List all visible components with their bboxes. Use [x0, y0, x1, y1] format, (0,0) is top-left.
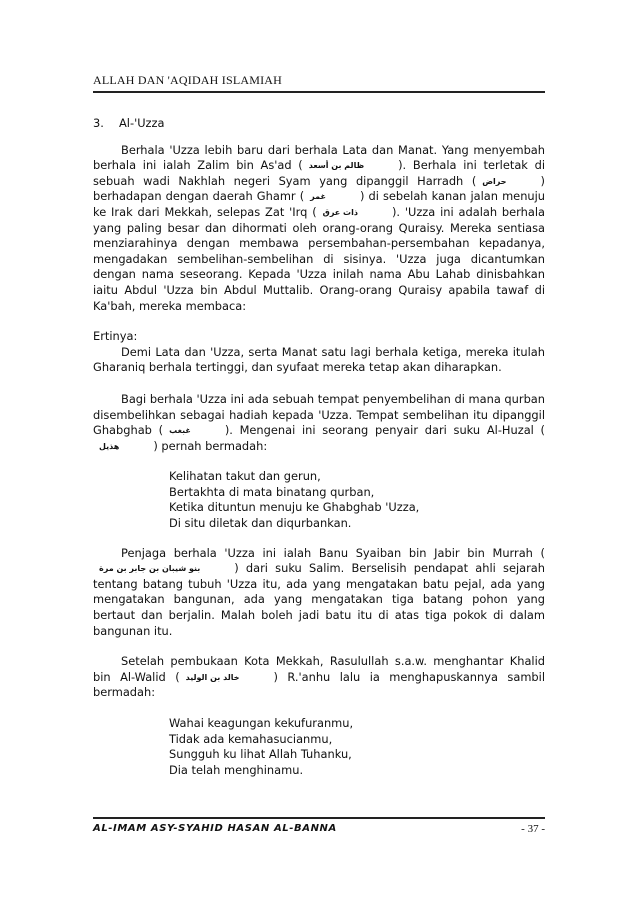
verse-block-1	[93, 469, 545, 531]
verse-line: Sungguh ku lihat Allah Tuhanku,	[169, 747, 352, 762]
paragraph-text: Penjaga berhala 'Uzza ini ialah Banu Syaiban bin Jabir bin Murrah (	[121, 545, 545, 560]
arabic-name-khalid: خالد بن الوليد	[185, 672, 240, 682]
running-header: ALLAH DAN 'AQIDAH ISLAMIAH	[93, 73, 545, 93]
paragraph-5	[93, 654, 545, 701]
paragraph-text: ). Berhala ini terletak di sebuah wadi Nakhlah negeri Syam yang dipanggil Harradh (	[93, 158, 546, 188]
section-number: 3.	[93, 116, 104, 130]
verse-line: Tidak ada kemahasucianmu,	[169, 731, 333, 746]
paragraph-text: ). 'Uzza ini adalah berhala yang paling besar dan dihormati oleh orang-orang Quraisy. Mereka sentiasa menziarahinya dengan membawa persembahan-persembahan kepadanya, mengadakan sembelihan-sembelihan di sisinya. 'Uzza juga dicantumkan dengan nama seseorang. Kepada 'Uzza inilah nama Abu Lahab dinisbahkan iaitu Abdul 'Uzza bin Abdul Muttalib. Orang-orang Quraisy apabila tawaf di Ka'bah, mereka membaca:	[93, 204, 545, 313]
ertinya-label: Ertinya:	[93, 329, 138, 344]
verse-line: Di situ diletak dan diqurbankan.	[169, 516, 352, 531]
verse-line: Ketika dituntun menuju ke Ghabghab 'Uzza,	[169, 500, 420, 515]
verse-block-2	[93, 716, 545, 778]
paragraph-4	[93, 546, 545, 640]
paragraph-text: ) berhadapan dengan daerah Ghamr (	[93, 173, 545, 204]
paragraph-text: Bagi berhala 'Uzza ini ada sebuah tempat penyembelihan di mana qurban disembelihkan sebagai hadiah kepada 'Uzza. Tempat sembelihan itu dipanggil Ghabghab (	[93, 391, 545, 438]
page-number: - 37 -	[521, 823, 545, 835]
paragraph-text: Berhala 'Uzza lebih baru dari berhala Lata dan Manat. Yang menyembah berhala ini ialah Zalim bin As'ad (	[93, 142, 545, 173]
section-title: Al-'Uzza	[119, 116, 165, 130]
arabic-name-huzal: هذيل	[99, 441, 120, 451]
arabic-name-harradh: حراض	[482, 176, 507, 186]
page-footer	[93, 817, 545, 834]
verse-line: Kelihatan takut dan gerun,	[169, 469, 321, 484]
footer-author: AL-IMAM ASY-SYAHID HASAN AL-BANNA	[93, 823, 337, 834]
paragraph-2: Demi Lata dan 'Uzza, serta Manat satu lagi berhala ketiga, mereka itulah Gharaniq berhala tertinggi, dan syufaat mereka tetap akan diharapkan.	[93, 344, 545, 375]
page-body	[93, 116, 545, 792]
arabic-name-ghamr: غمر	[310, 192, 326, 202]
verse-line: Dia telah menghinamu.	[169, 762, 304, 777]
paragraph-text: ) dari suku Salim. Berselisih pendapat ahli sejarah tentang batang tubuh 'Uzza itu, ada yang mengatakan batu pejal, ada yang mengatakan bangunan, ada yang mengatakan tiga batang pohon yang bertaut dan berjalin. Malah boleh jadi batu itu di atas tiga pokok di dalam bangunan itu.	[93, 561, 545, 638]
arabic-name-syaiban: بنو شيبان بن جابر بن مرة	[99, 564, 201, 574]
paragraph-1	[93, 143, 545, 315]
arabic-name-ghabghab: غبغب	[169, 426, 191, 436]
paragraph-text: ). Mengenai ini seorang penyair dari suku Al-Huzal (	[224, 423, 546, 438]
paragraph-text: ) di sebelah kanan jalan menuju ke Irak dari Mekkah, selepas Zat 'Irq (	[93, 189, 546, 219]
verse-line: Bertakhta di mata binatang qurban,	[169, 484, 375, 499]
section-heading	[93, 116, 545, 132]
paragraph-text: ) R.'anhu lalu ia menghapuskannya sambil bermadah:	[93, 669, 545, 700]
paragraph-text: Setelah pembukaan Kota Mekkah, Rasulullah s.a.w. menghantar Khalid bin Al-Walid (	[93, 654, 545, 684]
paragraph-text: ) pernah bermadah:	[153, 438, 268, 453]
arabic-name-irq: ذات عرق	[322, 207, 358, 217]
verse-line: Wahai keagungan kekufuranmu,	[169, 716, 354, 730]
arabic-name-zalim: ظالم بن أسعد	[308, 161, 365, 171]
paragraph-3	[93, 392, 545, 454]
